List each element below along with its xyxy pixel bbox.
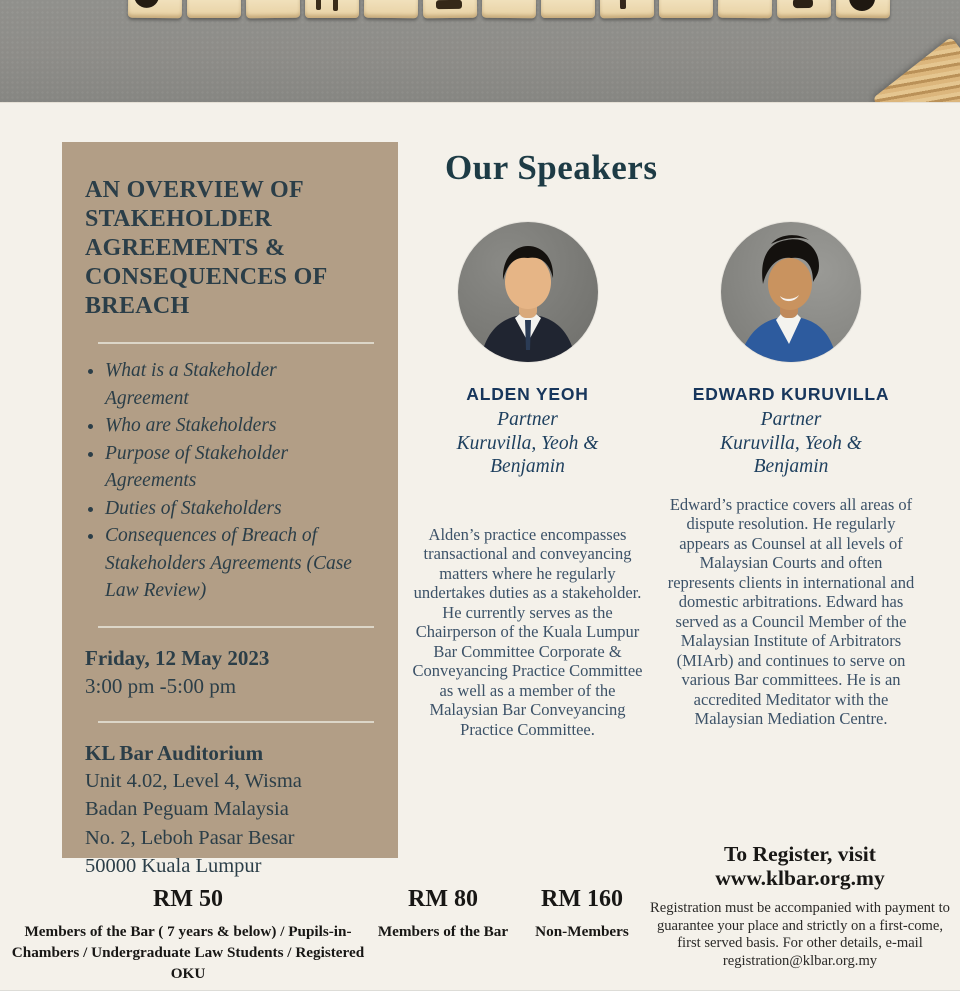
event-title: AN OVERVIEW OF STAKEHOLDER AGREEMENTS & CONSEQUENCES OF BREACH: [85, 177, 327, 319]
topic-item: • What is a Stakeholder Agreement: [105, 357, 357, 412]
speaker-bio: Alden’s practice encompasses transactional and conveyancing matters where he regularly undertakes duties as a stakeholder. He currently serves as the Chairperson of the Kuala Lumpur Bar Committee Corporate & Conveyancing Practice Committee as well as a member of the Malaysian Bar Conveyancing Practice Committee.: [412, 524, 643, 739]
price-audience: Non-Members: [535, 923, 629, 940]
scrabble-tile: [423, 0, 477, 18]
scrabble-tile: [305, 0, 359, 18]
speaker-card-alden: [410, 222, 645, 739]
speaker-role: Partner: [760, 409, 822, 430]
price-audience: Members of the Bar: [377, 923, 509, 940]
event-date: Friday, 12 May 2023: [85, 645, 270, 670]
venue-address-line: 50000 Kuala Lumpur: [85, 855, 262, 877]
registration-block: [642, 842, 958, 970]
venue-address-line: Badan Peguam Malaysia: [85, 798, 289, 820]
scrabble-tile: [128, 0, 182, 18]
price-tier-members: [375, 884, 511, 942]
price-tier-non-members: [514, 884, 650, 942]
banner-photo: [0, 0, 960, 103]
section-divider: [98, 721, 374, 723]
scrabble-tile: [187, 0, 241, 18]
speaker-role: Partner: [497, 409, 558, 430]
event-time: 3:00 pm -5:00 pm: [85, 673, 237, 698]
speaker-bio: Edward’s practice covers all areas of dispute resolution. He regularly appears as Counsel at all levels of Malaysian Courts and often represents clients in international and domestic arbitrations. Edward has served as a Council Member of the Malaysian Institute of Arbitrators (MIArb) and continues to serve on various Bar committees. He is an accredited Meditator with the Malaysian Mediation Centre.: [667, 494, 915, 728]
section-divider: [98, 626, 374, 628]
register-cta-line: To Register, visit: [724, 842, 876, 866]
price-audience: Members of the Bar ( 7 years & below) / Pupils-in-Chambers / Undergraduate Law Students / Registered OKU: [11, 923, 365, 982]
speaker-photo-edward: [721, 222, 861, 362]
scrabble-tile: [364, 0, 418, 18]
speaker-card-edward: [665, 222, 917, 729]
scrabble-tile: [718, 0, 772, 18]
venue-address-line: No. 2, Leboh Pasar Besar: [85, 826, 295, 849]
speaker-firm: Kuruvilla, Yeoh & Benjamin: [456, 432, 599, 477]
scrabble-tile: [600, 0, 654, 18]
bottom-strip: [0, 990, 960, 1000]
speaker-name: ALDEN YEOH: [466, 384, 589, 404]
speaker-name: EDWARD KURUVILLA: [692, 384, 890, 404]
scrabble-tile: [659, 0, 713, 18]
price-tier-members-junior: [4, 884, 372, 984]
price-amount: RM 80: [408, 886, 478, 912]
scrabble-tile: [482, 0, 536, 18]
register-url: www.klbar.org.my: [715, 866, 885, 890]
scrabble-tile: [777, 0, 831, 18]
registration-note: Registration must be accompanied with payment to guarantee your place and strictly on a first-come, first served basis. For other details, e-mail registration@klbar.org.my: [650, 900, 950, 969]
venue-address-line: Unit 4.02, Level 4, Wisma: [85, 769, 302, 792]
venue-name: KL Bar Auditorium: [85, 740, 264, 765]
price-amount: RM 160: [541, 886, 623, 912]
event-details-panel: [62, 142, 398, 877]
wood-tray-corner: [872, 37, 960, 103]
topic-item: • Consequences of Breach of Stakeholders Agreements (Case Law Review): [105, 522, 357, 605]
topics-list: [85, 357, 357, 605]
topic-item: • Who are Stakeholders: [105, 412, 357, 440]
speaker-photo-alden: [458, 222, 598, 362]
scrabble-tiles-row: [128, 0, 890, 18]
topic-item: • Duties of Stakeholders: [105, 495, 357, 523]
speaker-firm: Kuruvilla, Yeoh & Benjamin: [720, 432, 862, 477]
scrabble-tile: [246, 0, 300, 18]
scrabble-tile: [541, 0, 595, 18]
scrabble-tile: [836, 0, 890, 18]
speakers-heading: Our Speakers: [445, 148, 658, 187]
section-divider: [98, 342, 374, 344]
price-amount: RM 50: [153, 886, 223, 912]
topic-item: • Purpose of Stakeholder Agreements: [105, 440, 357, 495]
